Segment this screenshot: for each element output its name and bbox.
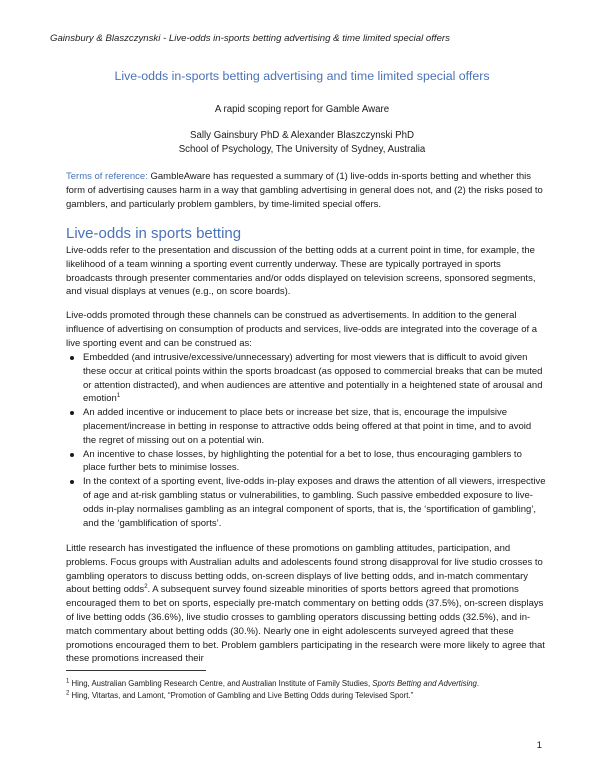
terms-of-reference-text: GambleAware has requested a summary of (1) live-odds in-sports betting and whether this form of advertising causes harm in a way that gambling advertising in general does not, and (2) the risks posed to gamblers, and particularly problem gamblers, by time-limited special offers. xyxy=(66,171,543,210)
bullet-list xyxy=(66,351,546,530)
bullet-text: An added incentive or inducement to place bets or increase bet size, that is, encourage the impulsive placement/increase in betting in response to attractive odds being offered at that point in time, and to avoid the regret of missing out on a potential win. xyxy=(83,407,532,446)
paragraph: Live-odds promoted through these channels can be construed as advertisements. In addition to the general influence of advertising on consumption of products and services, live-odds are integrated into the coverage of a live sporting event and can be construed as: xyxy=(66,310,538,349)
section-heading: Live-odds in sports betting xyxy=(66,225,242,242)
bullet-text: An incentive to chase losses, by highlighting the potential for a bet to lose, thus encouraging gamblers to place further bets to minimise losses. xyxy=(83,448,522,474)
footnote-title: Sports Betting and Advertising xyxy=(372,679,477,688)
bullet-text: Embedded (and intrusive/excessive/unnecessary) adverting for most viewers that is difficult to avoid given these occur at critical points within the sports broadcast (as opposed to commercial breaks that can be muted or attention distracted), and when audiences are attentive and potentially in a heightened state of arousal and emotion xyxy=(83,352,543,405)
footnote-number: 1 xyxy=(66,678,70,685)
footnote-number: 2 xyxy=(66,689,70,696)
document-subtitle: A rapid scoping report for Gamble Aware xyxy=(214,104,390,115)
bullet-icon xyxy=(70,453,74,457)
bullet-icon xyxy=(70,356,74,360)
bullet-text: In the context of a sporting event, live-odds in-play exposes and draws the attention of all viewers, irrespective of age and at-risk gambling status or vulnerabilities, to gambling. Such passive embedded exposure to live-odds in-play normalises gambling as an integral component of sports, that is, the ‘sportification of gambling’, and the ‘gamblification of sports’. xyxy=(83,476,546,529)
terms-of-reference-label: Terms of reference: xyxy=(66,171,148,182)
author-block xyxy=(0,129,604,157)
document-title: Live-odds in-sports betting advertising and time limited special offers xyxy=(114,69,490,83)
author-names: Sally Gainsbury PhD & Alexander Blaszczynski PhD xyxy=(190,130,414,141)
author-affiliation: School of Psychology, The University of Sydney, Australia xyxy=(178,144,426,155)
footnote-end: . xyxy=(476,679,480,688)
footnote-text: Hing, Vitartas, and Lamont, “Promotion of Gambling and Live Betting Odds during Televised Sport.” xyxy=(69,690,414,700)
terms-of-reference xyxy=(66,170,546,211)
paragraph-part: Little research has investigated the influence of these promotions on gambling attitudes, participation, and problems. Focus groups with Australian adults and adolescents found strong disapproval for live studio crosses to gambling operators to discuss betting odds, on-screen displays of live betting odds, and in-match commentary about betting odds xyxy=(66,543,543,596)
footnotes xyxy=(66,678,536,701)
paragraph xyxy=(66,542,546,666)
page-number: 1 xyxy=(536,740,542,751)
bullet-item xyxy=(66,351,546,406)
running-head: Gainsbury & Blaszczynski - Live-odds in-sports betting advertising & time limited special offers xyxy=(50,33,450,44)
bullet-icon xyxy=(70,411,74,415)
footnote xyxy=(66,678,536,690)
footnote-divider xyxy=(66,670,206,671)
bullet-icon xyxy=(70,480,74,484)
bullet-item xyxy=(66,406,546,447)
footnote xyxy=(66,690,536,702)
bullet-item xyxy=(66,475,546,530)
footnote-ref: 1 xyxy=(116,393,121,400)
paragraph: Live-odds refer to the presentation and discussion of the betting odds at a current point in time, for example, the likelihood of a team winning a sporting event currently underway. These are typically portrayed in sports broadcasts through presenter commentaries and/or odds displayed on television screens, sponsored segments, and visual displays at venues (e.g., on score boards). xyxy=(66,245,536,298)
paragraph-part: . A subsequent survey found sizeable minorities of sports bettors agreed that promotions encouraged them to bet on sports, especially pre-match commentary on betting odds (37.5%), on-screen displays of live betting odds (36.6%), live studio crosses to gambling operators discussing betting odds (32.5%), and in-match commentary about betting odds (30.%). Nearly one in eight adolescents surveyed agreed that these promotions encouraged them to bet. Problem gamblers participating in the research were more likely to agree that these promotions increased their xyxy=(66,584,545,665)
footnote-text: Hing, Australian Gambling Research Centre, and Australian Institute of Family Studies, xyxy=(69,679,373,688)
bullet-item xyxy=(66,448,546,476)
footnote-ref: 2 xyxy=(144,584,148,591)
